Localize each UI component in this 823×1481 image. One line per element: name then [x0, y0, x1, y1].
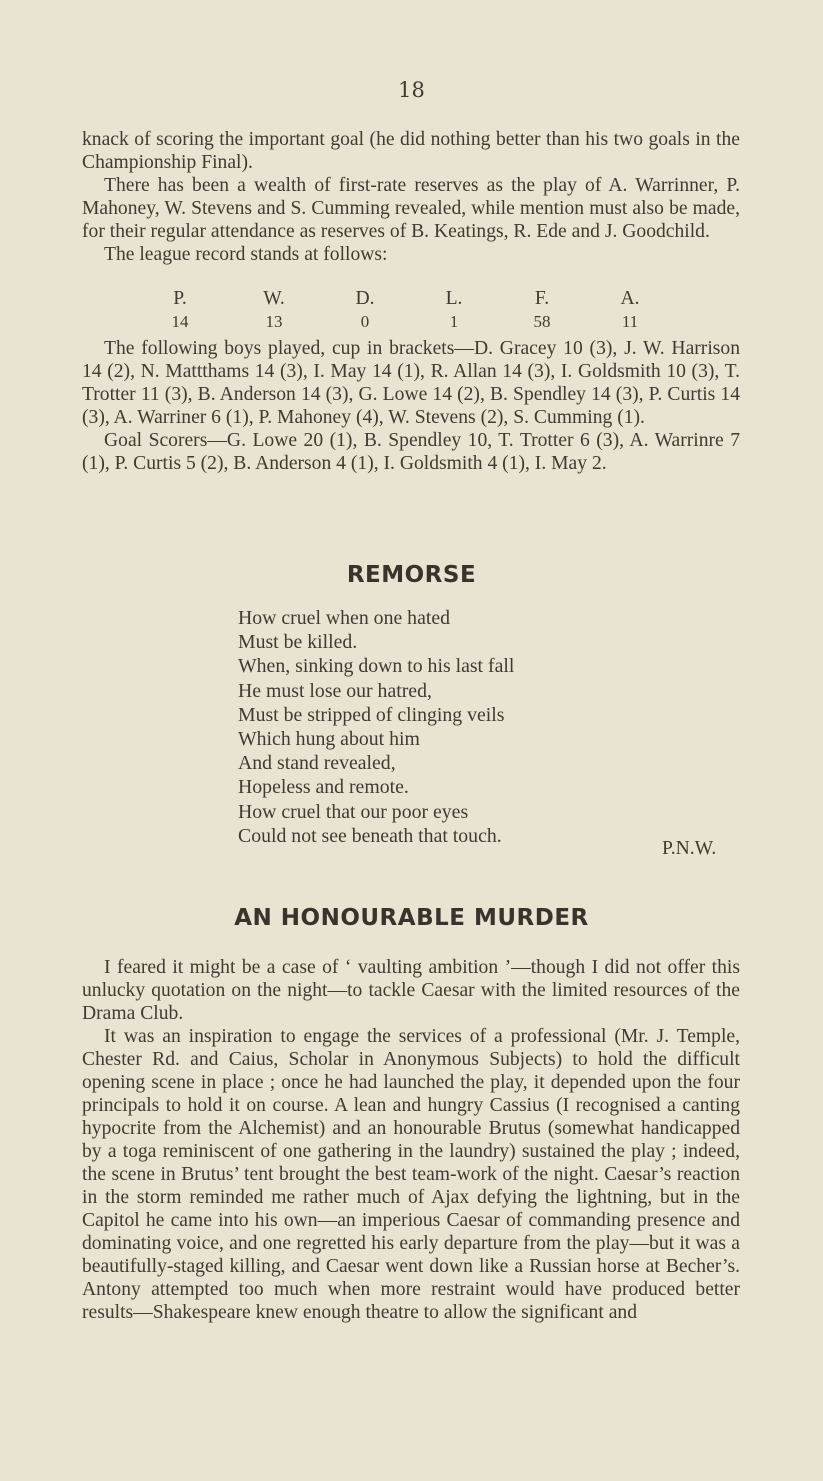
- football-report-intro: [82, 128, 740, 266]
- poem-line: Which hung about him: [238, 728, 420, 751]
- record-value-d: 0: [360, 312, 370, 331]
- poem-line: He must lose our hatred,: [238, 679, 432, 702]
- football-paragraph-players: The following boys played, cup in brackets—D. Gracey 10 (3), J. W. Harrison 14 (2), N. Mattthams 14 (3), I. May 14 (1), R. Allan 14 (3), I. Goldsmith 10 (3), T. Trotter 11 (3), B. Anderson 14 (3), G. Lowe 14 (2), B. Spendley 14 (3), P. Curtis 14 (3), A. Warriner 6 (1), P. Mahoney (4), W. Stevens (2), S. Cumming (1).: [82, 338, 740, 428]
- poem-body: [238, 606, 514, 848]
- record-header-a: A.: [620, 288, 640, 309]
- page-number: 18: [398, 78, 425, 102]
- poem-line: Must be stripped of clinging veils: [238, 703, 505, 726]
- record-value-l: 1: [449, 312, 459, 331]
- review-title: AN HONOURABLE MURDER: [234, 905, 589, 931]
- record-value-w: 13: [265, 312, 283, 331]
- football-paragraph-reserves: There has been a wealth of first-rate reserves as the play of A. Warrinner, P. Mahoney, W. Stevens and S. Cumming revealed, while mention must also be made, for their regular attendance as reserves of B. Keatings, R. Ede and J. Goodchild.: [82, 175, 740, 242]
- record-header-d: D.: [355, 288, 375, 309]
- football-paragraph-record-intro: The league record stands at follows:: [104, 244, 388, 265]
- record-header-l: L.: [445, 288, 463, 309]
- record-value-f: 58: [533, 312, 551, 331]
- poem-line: And stand revealed,: [238, 752, 396, 775]
- football-report-players: [82, 337, 740, 475]
- poem-line: How cruel that our poor eyes: [238, 800, 469, 823]
- record-header-f: F.: [534, 288, 550, 309]
- review-paragraph-opening: I feared it might be a case of ‘ vaulting ambition ’—though I did not offer this unlucky quotation on the night—to tackle Caesar with the limited resources of the Drama Club.: [82, 957, 740, 1024]
- football-paragraph-continuation: knack of scoring the important goal (he did nothing better than his two goals in the Championship Final).: [82, 129, 740, 173]
- review-paragraph-main: It was an inspiration to engage the services of a professional (Mr. J. Temple, Chester Rd. and Caius, Scholar in Anonymous Subjects) to hold the difficult opening scene in place ; once he had launched the play, it depended upon the four principals to hold it on course. A lean and hungry Cassius (I recognised a canting hypocrite from the Alchemist) and an honourable Brutus (somewhat handicapped by a toga reminiscent of one gathering in the laundry) sustained the play ; indeed, the scene in Brutus’ tent brought the best team-work of the night. Caesar’s reaction in the storm reminded me rather much of Ajax defying the lightning, but in the Capitol he came into his own—an imperious Caesar of commanding presence and dominating voice, and one regretted his early departure from the play—but it was a beautifully-staged killing, and Caesar went down like a Russian horse at Becher’s. Antony attempted too much when more restraint would have produced better results—Shakespeare knew enough theatre to allow the significant and: [82, 1026, 740, 1323]
- review-body: [82, 956, 740, 1324]
- poem-line: How cruel when one hated: [238, 607, 451, 629]
- poem-line: Must be killed.: [238, 631, 358, 654]
- football-paragraph-scorers: Goal Scorers—G. Lowe 20 (1), B. Spendley 10, T. Trotter 6 (3), A. Warrinre 7 (1), P. Curtis 5 (2), B. Anderson 4 (1), I. Goldsmith 4 (1), I. May 2.: [82, 430, 740, 474]
- record-value-a: 11: [621, 312, 639, 331]
- poem-title: REMORSE: [346, 562, 477, 588]
- poem-line: When, sinking down to his last fall: [238, 655, 515, 678]
- record-header-p: P.: [173, 288, 187, 309]
- record-value-p: 14: [171, 312, 189, 331]
- record-header-w: W.: [263, 288, 285, 309]
- poem-line: Hopeless and remote.: [238, 776, 409, 799]
- poem-line: Could not see beneath that touch.: [238, 824, 502, 847]
- poem-signature: P.N.W.: [662, 838, 717, 859]
